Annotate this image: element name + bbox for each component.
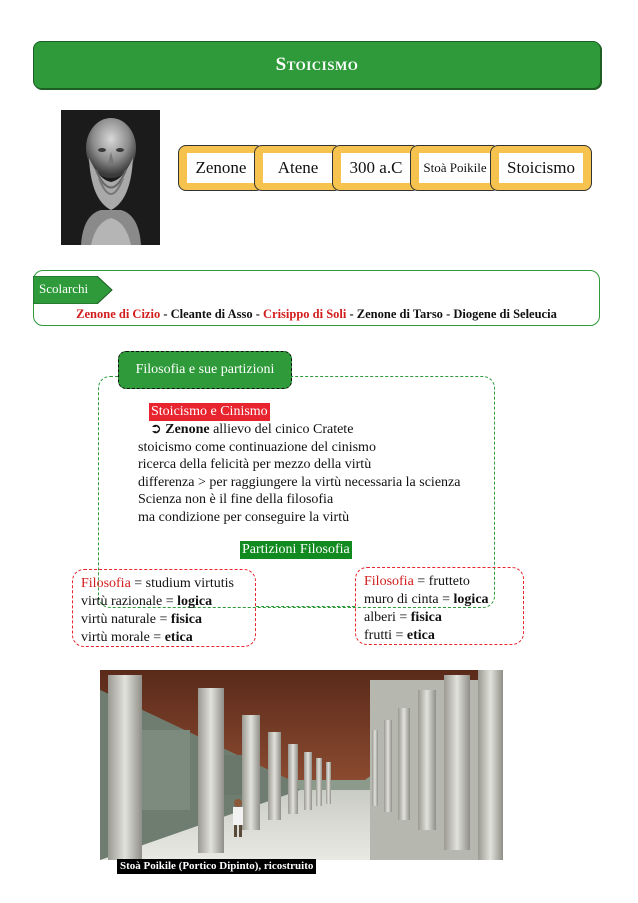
card-row-value: logica: [453, 592, 489, 607]
title-banner: [33, 41, 601, 89]
tag-school: [490, 145, 592, 191]
stoa-illustration: [100, 670, 503, 860]
card-row: [364, 609, 515, 627]
arrow-icon: ➲: [150, 422, 162, 437]
tag-place: [410, 145, 500, 191]
partizioni-label: Partizioni Filosofia: [242, 542, 350, 557]
stoa-photo: [100, 670, 503, 860]
card-row: [364, 591, 515, 609]
body-line: stoicismo come continuazione del cinismo: [138, 439, 376, 455]
cards-connector: [256, 606, 355, 607]
tag-place-label: Stoà Poikile: [419, 153, 491, 183]
filosofia-body: [138, 421, 460, 526]
tag-author-label: Zenone: [187, 153, 255, 183]
card-row-prefix: frutti =: [364, 628, 407, 643]
scolarca-name: Zenone di Tarso: [356, 307, 443, 321]
body-line: differenza > per raggiungere la virtù necessaria la scienza: [138, 474, 461, 490]
page-title: Stoicismo: [275, 54, 359, 75]
scolarca-name: Crisippo di Soli: [263, 307, 347, 321]
separator: -: [346, 307, 357, 321]
filosofia-heading: Filosofia e sue partizioni: [118, 351, 292, 389]
card-row: [81, 611, 247, 629]
bust-illustration: [61, 110, 160, 245]
zenone-line: [138, 421, 460, 439]
separator: -: [252, 307, 263, 321]
card-frutteto: [355, 567, 524, 645]
card-title: Filosofia: [364, 574, 414, 589]
card-row-value: fisica: [410, 610, 442, 625]
card-row-value: fisica: [170, 612, 203, 627]
zenone-desc: allievo del cinico Cratete: [209, 422, 354, 437]
scolarchi-list: [33, 307, 600, 322]
body-line: ma condizione per conseguire la virtù: [138, 509, 350, 525]
separator: -: [160, 307, 171, 321]
card-row-prefix: virtù razionale =: [81, 594, 178, 609]
tag-date: [332, 145, 420, 191]
card-row-value: etica: [406, 628, 435, 643]
scolarca-name: Cleante di Asso: [170, 307, 253, 321]
card-row-prefix: alberi =: [364, 610, 411, 625]
photo-caption: Stoà Poikile (Portico Dipinto), ricostruito: [117, 859, 316, 874]
card-title-rest: = studium virtutis: [130, 576, 234, 591]
scolarca-name: Zenone di Cizio: [76, 307, 161, 321]
card-studium-virtutis: [72, 569, 256, 647]
card-row-prefix: virtù morale =: [81, 630, 165, 645]
card-row: [81, 629, 247, 647]
body-line: Scienza non è il fine della filosofia: [138, 492, 334, 507]
zeno-bust-image: [61, 110, 160, 245]
body-line: ricerca della felicità per mezzo della virtù: [138, 457, 372, 472]
info-tags: [178, 145, 593, 193]
scolarca-name: Diogene di Seleucia: [453, 307, 557, 321]
tag-city-label: Atene: [263, 153, 333, 183]
tag-city: [254, 145, 342, 191]
card-title-row: [364, 573, 515, 591]
card-row-value: etica: [164, 630, 193, 645]
card-title: Filosofia: [81, 576, 131, 591]
card-title-row: [81, 575, 247, 593]
card-row-prefix: virtù naturale =: [81, 612, 171, 627]
scolarchi-tab: [33, 276, 113, 302]
tag-school-label: Stoicismo: [499, 153, 583, 183]
card-title-rest: = frutteto: [413, 574, 470, 589]
stoicismo-cinismo-label: Stoicismo e Cinismo: [151, 404, 268, 419]
tag-date-label: 300 a.C: [341, 153, 411, 183]
card-row-prefix: muro di cinta =: [364, 592, 454, 607]
card-row: [364, 627, 515, 645]
zenone-name: Zenone: [165, 422, 210, 437]
card-row: [81, 593, 247, 611]
card-row-value: logica: [177, 594, 213, 609]
separator: -: [442, 307, 454, 321]
tag-author: [178, 145, 264, 191]
scolarchi-label: Scolarchi: [39, 281, 89, 296]
